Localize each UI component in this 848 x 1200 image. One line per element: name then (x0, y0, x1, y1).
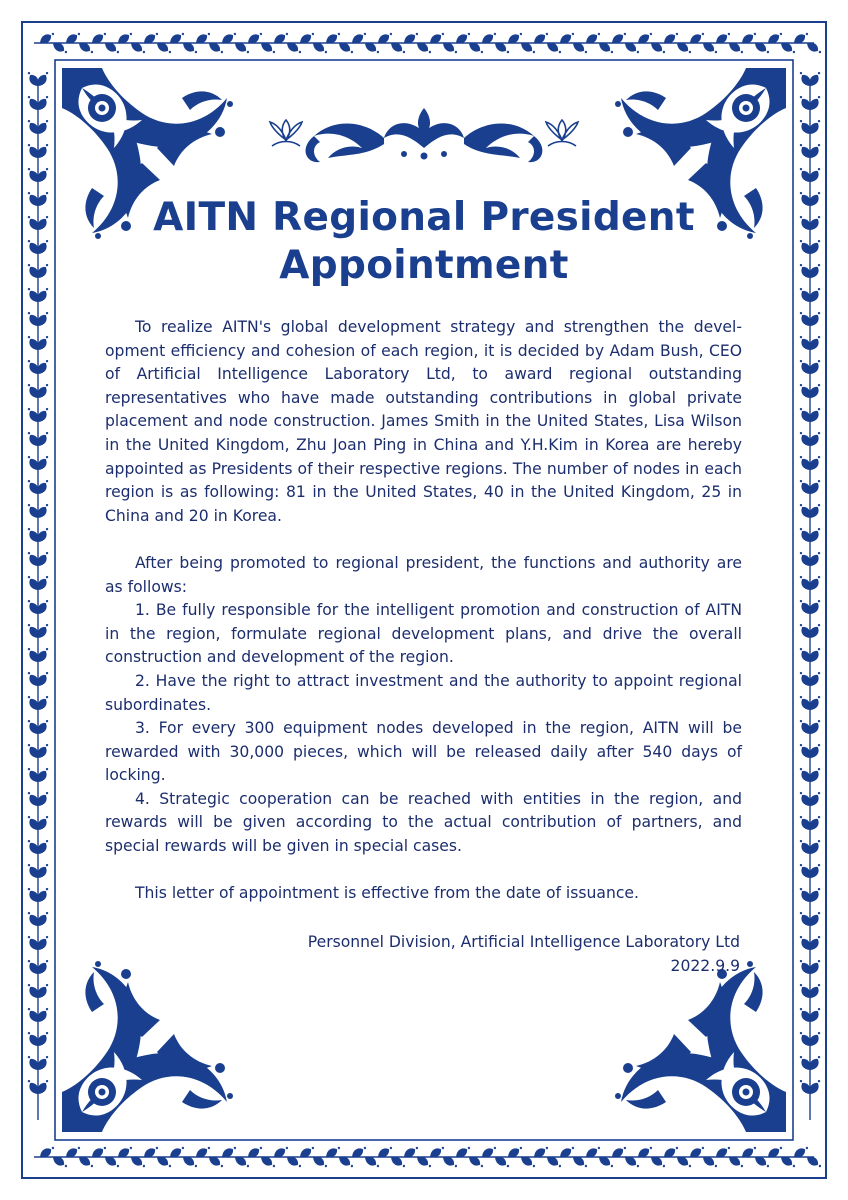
left-border-band (25, 70, 51, 1120)
corner-ornament-bottom-right (615, 961, 786, 1132)
list-item: 2. Have the right to attract investment and the authority to appoint regional subordinates. (105, 671, 742, 714)
top-border-band (34, 30, 823, 56)
paragraph-appointment: To realize AITN's global development strategy and strengthen the development efficiency and cohesion of each region, it is decided by Adam Bush, CEO of Artificial Intelligence Laboratory Ltd, to award regional outstanding representatives who have made outstanding contributions in global private placement and node construction. James Smith in the United States, Lisa Wilson in the United Kingdom, Zhu Joan Ping in China and Y.H.Kim in Korea are hereby appointed as Presidents of their respective regions. The number of nodes in each region is as following: 81 in the United States, 40 in the United Kingdom, 25 in China and 20 in Korea. (105, 318, 742, 525)
signature-block (240, 930, 740, 978)
list-item: 3. For every 300 equipment nodes developed in the region, AITN will be rewarded with 30,000 pieces, which will be released daily after 540 days of locking. (105, 719, 742, 785)
letter-body (105, 316, 742, 906)
bottom-border-band (34, 1144, 823, 1170)
header-centerpiece-ornament (270, 108, 578, 162)
document-title (100, 194, 748, 290)
paragraph-functions-intro: After being promoted to regional president, the functions and authority are as follows: (105, 553, 742, 596)
list-item: 1. Be fully responsible for the intelligent promotion and construction of AITN in the region, formulate regional development plans, and drive the overall construction and development of the region. (105, 601, 742, 667)
border-leaf (805, 40, 823, 56)
list-item: 4. Strategic cooperation can be reached with entities in the region, and rewards will be given according to the actual contribution of partners, and special rewards will be given in special cases. (105, 789, 742, 856)
corner-ornament-bottom-left (62, 961, 233, 1132)
title-line-2: Appointment (279, 243, 569, 288)
issue-date: 2022.9.9 (670, 957, 740, 975)
issuer: Personnel Division, Artificial Intelligence Laboratory Ltd (307, 933, 740, 951)
title-line-1: AITN Regional President (153, 195, 695, 240)
paragraph-closing: This letter of appointment is effective from the date of issuance. (135, 884, 639, 903)
border-leaf (805, 1154, 823, 1170)
right-border-band (797, 70, 823, 1120)
